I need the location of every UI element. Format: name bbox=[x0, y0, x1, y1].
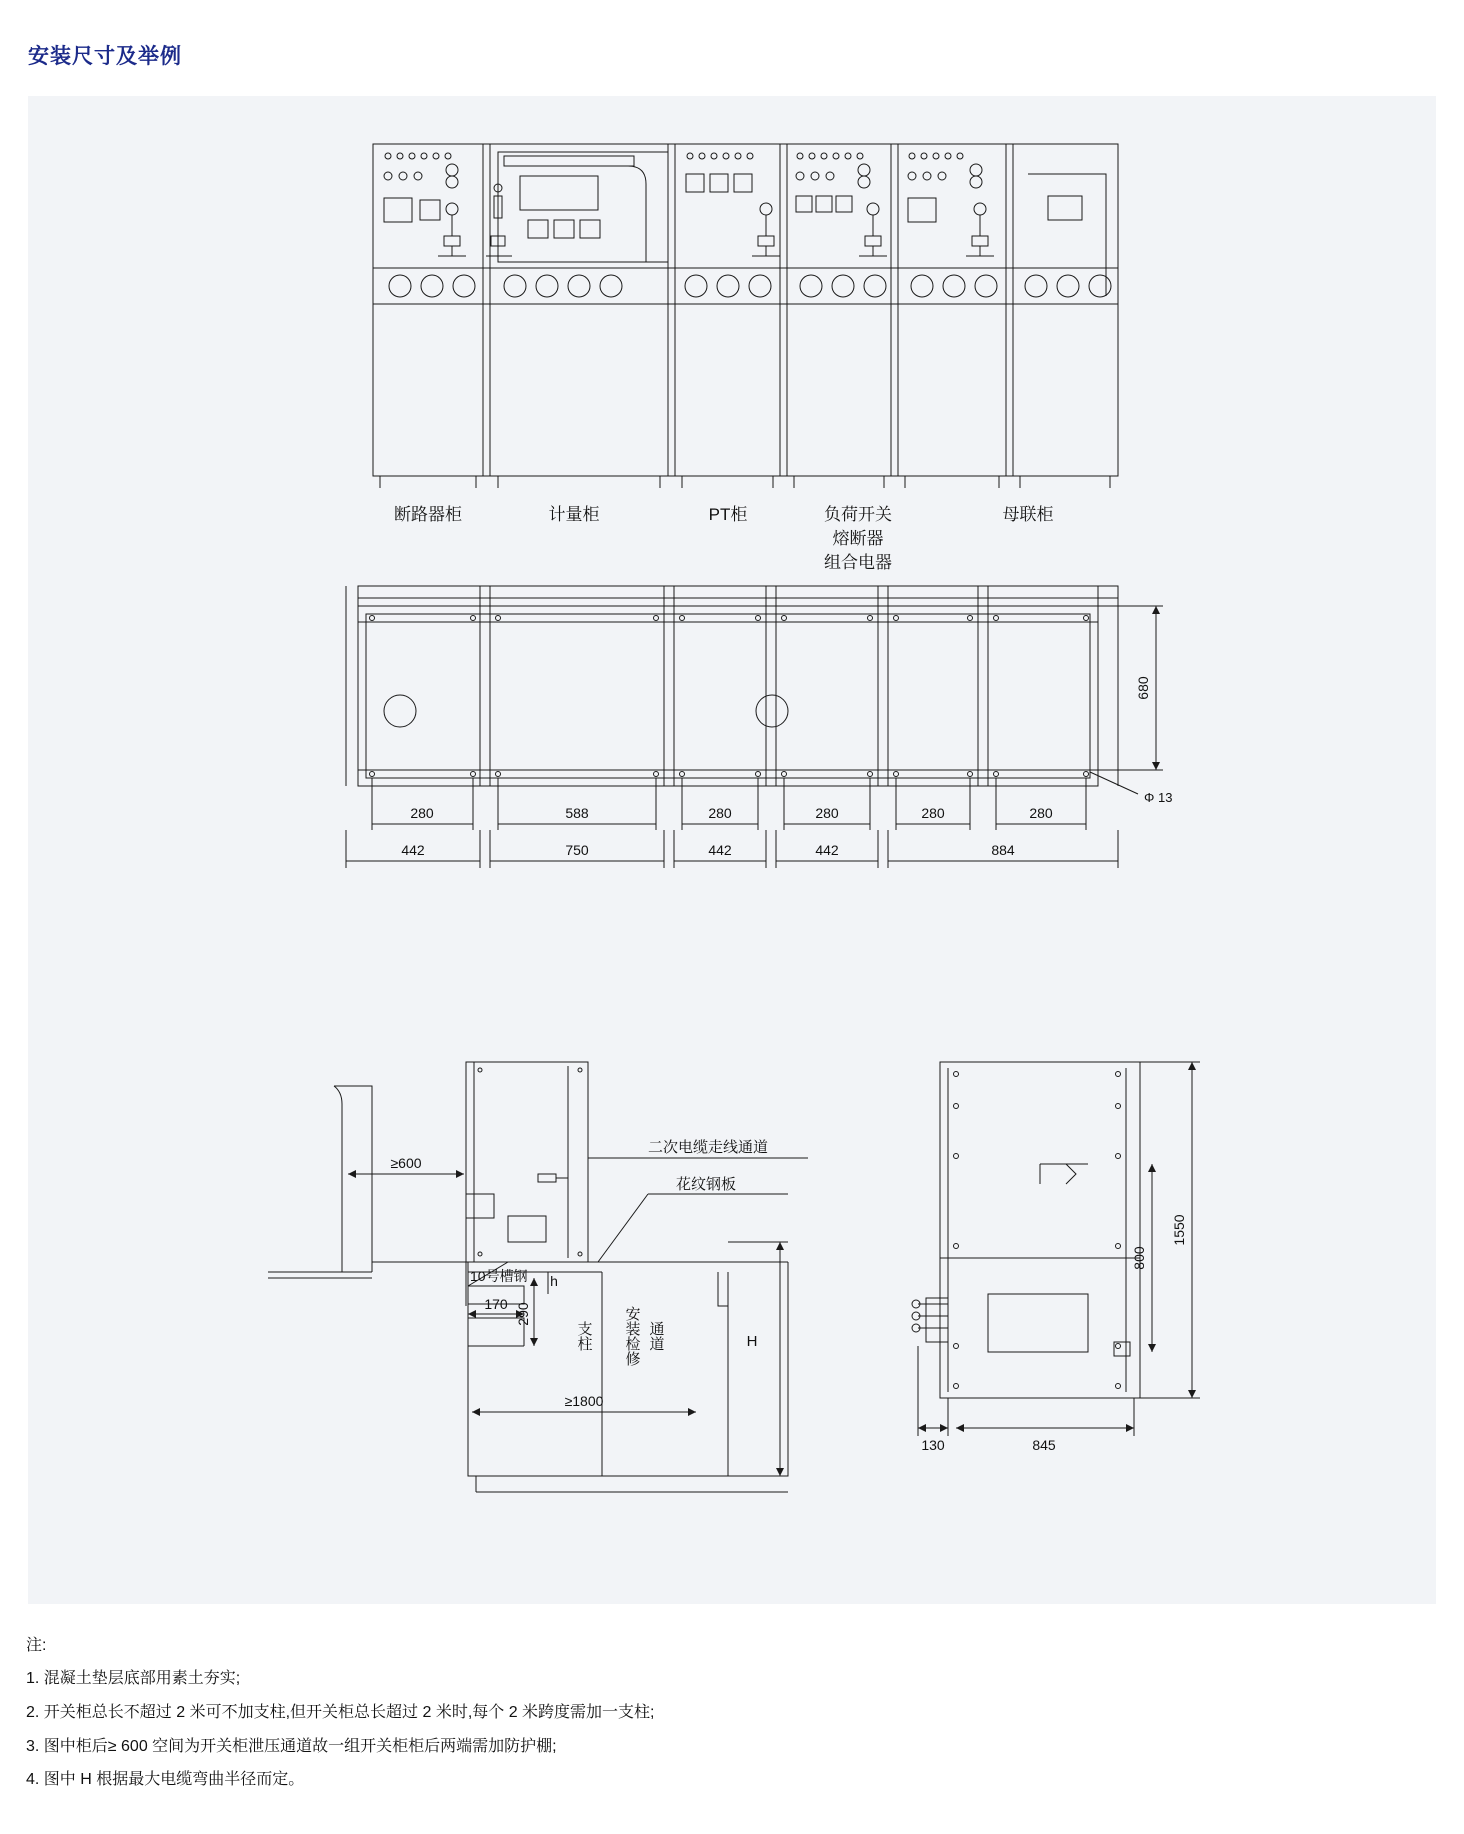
dim-depth: 845 bbox=[1032, 1437, 1056, 1453]
note-item-2: 2. 开关柜总长不超过 2 米可不加支柱,但开关柜总长超过 2 米时,每个 2 米跨度需加一支柱; bbox=[26, 1703, 655, 1721]
label-h-small: h bbox=[550, 1273, 558, 1289]
dim-rear-clearance: ≥600 bbox=[390, 1155, 422, 1171]
dim-base-width: 170 bbox=[484, 1296, 508, 1312]
front-label-pt: PT柜 bbox=[708, 505, 748, 524]
plan-hole-note: Φ 13 bbox=[1144, 790, 1173, 805]
plan-outer-dim-1: 442 bbox=[401, 842, 425, 858]
plan-inner-dim-3: 280 bbox=[708, 805, 732, 821]
dim-base-height: 290 bbox=[515, 1302, 531, 1326]
plan-outer-dim-2: 750 bbox=[565, 842, 589, 858]
notes-title: 注: bbox=[26, 1637, 47, 1654]
note-item-4: 4. 图中 H 根据最大电缆弯曲半径而定。 bbox=[26, 1771, 305, 1789]
label-maintenance-channel-1: 安装检修 bbox=[623, 1306, 641, 1366]
plan-inner-dim-2: 588 bbox=[565, 805, 589, 821]
plan-outer-dim-4: 442 bbox=[815, 842, 839, 858]
plan-outer-dim-5: 884 bbox=[991, 842, 1015, 858]
notes-block bbox=[26, 1632, 1406, 1802]
front-view-diagram bbox=[28, 96, 1436, 572]
front-label-lbs-line2: 熔断器 bbox=[832, 529, 884, 548]
dim-front-offset: 130 bbox=[921, 1437, 945, 1453]
label-maintenance-channel-2: 通道 bbox=[647, 1321, 665, 1351]
dim-total-height: 1550 bbox=[1171, 1214, 1187, 1246]
label-secondary-cable-channel: 二次电缆走线通道 bbox=[648, 1139, 769, 1156]
front-label-metering: 计量柜 bbox=[548, 505, 600, 524]
section-and-side-view-diagram bbox=[28, 1046, 1436, 1546]
label-channel-steel-10: 10号槽钢 bbox=[470, 1268, 528, 1284]
note-item-1: 1. 混凝土垫层底部用素土夯实; bbox=[26, 1670, 241, 1687]
dim-inner-height: 800 bbox=[1131, 1246, 1147, 1270]
plan-outer-dim-3: 442 bbox=[708, 842, 732, 858]
note-item-3: 3. 图中柜后≥ 600 空间为开关柜泄压通道故一组开关柜柜后两端需加防护棚; bbox=[26, 1737, 557, 1755]
plan-depth-dim: 680 bbox=[1135, 676, 1151, 700]
label-h-mark: H bbox=[746, 1333, 758, 1350]
figure-panel bbox=[28, 96, 1436, 1604]
label-support-column-1: 支柱 bbox=[575, 1321, 593, 1351]
front-label-breaker: 断路器柜 bbox=[394, 505, 462, 524]
plan-inner-dim-5: 280 bbox=[921, 805, 945, 821]
plan-inner-dim-6: 280 bbox=[1029, 805, 1053, 821]
front-label-bustie: 母联柜 bbox=[1002, 505, 1054, 524]
plan-view-diagram bbox=[28, 566, 1436, 926]
page-title: 安装尺寸及举例 bbox=[28, 45, 182, 68]
front-label-lbs-line3: 组合电器 bbox=[824, 553, 892, 572]
plan-inner-dim-4: 280 bbox=[815, 805, 839, 821]
dim-pit-width: ≥1800 bbox=[564, 1393, 604, 1409]
label-checker-steel-plate: 花纹钢板 bbox=[676, 1176, 737, 1193]
front-label-lbs-line1: 负荷开关 bbox=[824, 505, 892, 524]
plan-inner-dim-1: 280 bbox=[410, 805, 434, 821]
